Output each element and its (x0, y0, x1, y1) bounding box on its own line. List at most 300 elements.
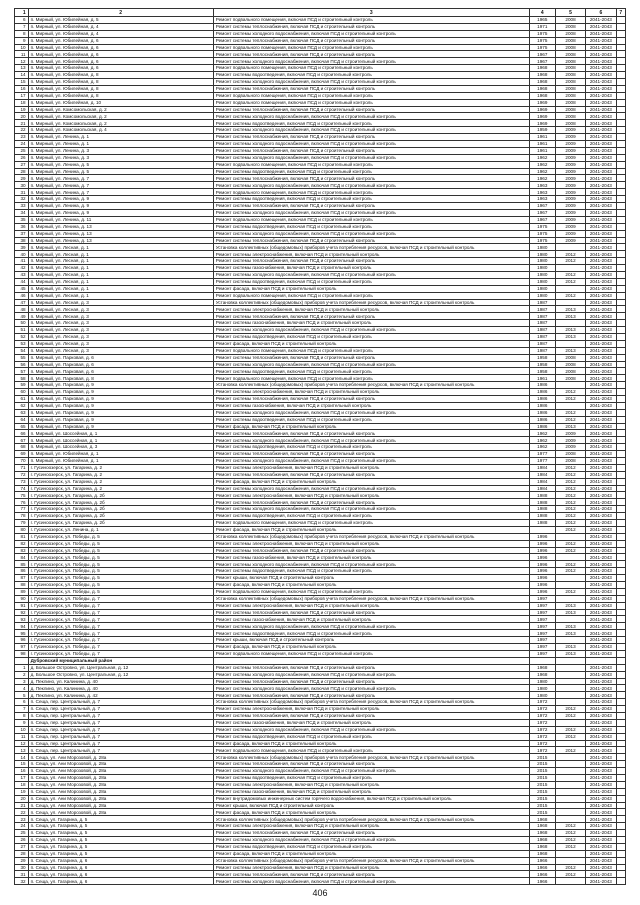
table-row (15, 602, 626, 609)
planned-period-cell: 2041-2043 (586, 685, 616, 692)
work-type-cell: Ремонт системы газоснабжения, включая ПСД и строительный контроль (213, 402, 529, 409)
address-cell: п. Мирный, ул. Юбилейная, д. 6 (28, 65, 213, 72)
note-cell (616, 726, 625, 733)
last-repair-cell: 2008 (555, 354, 585, 361)
address-cell: п. Сеща, ул. Гагарина, д. 6 (28, 871, 213, 878)
note-cell (616, 588, 625, 595)
year-built-cell: 1996 (529, 554, 555, 561)
note-cell (616, 244, 625, 251)
address-cell: г. Гусиноозерск, ул. Победы, д. 7 (28, 650, 213, 657)
row-number: 30 (15, 182, 29, 189)
work-type-cell: Ремонт подвального помещения, включая ПСД и строительный контроль (213, 99, 529, 106)
planned-period-cell: 2041-2043 (586, 79, 616, 86)
work-type-cell: Ремонт системы теплоснабжения, включая ПСД и строительный контроль (213, 692, 529, 699)
work-type-cell: Ремонт подвального помещения, включая ПСД и строительный контроль (213, 588, 529, 595)
year-built-cell: 1997 (529, 623, 555, 630)
work-type-cell: Ремонт крыши, включая ПСД и строительный контроль (213, 802, 529, 809)
year-built-cell: 1968 (529, 823, 555, 830)
year-built-cell: 1972 (529, 747, 555, 754)
row-number: 14 (15, 754, 29, 761)
year-built-cell: 1972 (529, 719, 555, 726)
planned-period-cell: 2041-2043 (586, 526, 616, 533)
last-repair-cell: 2013 (555, 306, 585, 313)
address-cell: г. Гусиноозерск, ул. Победы, д. 5 (28, 588, 213, 595)
table-row (15, 575, 626, 582)
address-cell: п. Сеща, пер. Центральный, д. 7 (28, 726, 213, 733)
work-type-cell: Ремонт системы теплоснабжения, включая ПСД и строительный контроль (213, 471, 529, 478)
table-row (15, 354, 626, 361)
year-built-cell: 2015 (529, 781, 555, 788)
work-type-cell: Установка коллективных (общедомовых) приборов учета потребления ресурсов, включая ПСД и строительный контроль (213, 699, 529, 706)
address-cell: п. Мирный, ул. Лесная, д. 3 (28, 347, 213, 354)
planned-period-cell: 2041-2043 (586, 823, 616, 830)
planned-period-cell: 2041-2043 (586, 609, 616, 616)
work-type-cell: Ремонт подвального помещения, включая ПСД и строительный контроль (213, 747, 529, 754)
work-type-cell: Ремонт системы электроснабжения, включая ПСД и строительный контроль (213, 602, 529, 609)
year-built-cell: 1997 (529, 650, 555, 657)
row-number: 55 (15, 354, 29, 361)
note-cell (616, 354, 625, 361)
last-repair-cell: 2012 (555, 836, 585, 843)
year-built-cell: 1975 (529, 44, 555, 51)
row-number: 75 (15, 492, 29, 499)
year-built-cell: 1986 (529, 382, 555, 389)
table-row (15, 761, 626, 768)
table-row (15, 51, 626, 58)
year-built-cell: 1996 (529, 547, 555, 554)
row-number: 66 (15, 430, 29, 437)
planned-period-cell: 2041-2043 (586, 540, 616, 547)
address-cell: п. Сеща, ул. Гагарина, д. 5 (28, 850, 213, 857)
work-type-cell: Ремонт подвального помещения, включая ПСД и строительный контроль (213, 292, 529, 299)
year-built-cell: 1968 (529, 79, 555, 86)
work-type-cell: Установка коллективных (общедомовых) приборов учета потребления ресурсов, включая ПСД и строительный контроль (213, 754, 529, 761)
row-number (15, 657, 29, 664)
work-type-cell: Ремонт фасада, включая ПСД и строительный контроль (213, 423, 529, 430)
planned-period-cell: 2041-2043 (586, 850, 616, 857)
table-row (15, 265, 626, 272)
address-cell: п. Мирный, ул. Юбилейная, д. 8 (28, 79, 213, 86)
table-row (15, 382, 626, 389)
last-repair-cell (555, 533, 585, 540)
row-number: 53 (15, 340, 29, 347)
address-cell: г. Гусиноозерск, ул. Победы, д. 7 (28, 595, 213, 602)
last-repair-cell: 2012 (555, 733, 585, 740)
address-cell: г. Гусиноозерск, ул. Победы, д. 5 (28, 568, 213, 575)
address-cell: п. Мирный, ул. Лесная, д. 3 (28, 320, 213, 327)
note-cell (616, 823, 625, 830)
planned-period-cell: 2041-2043 (586, 147, 616, 154)
year-built-cell: 2015 (529, 795, 555, 802)
last-repair-cell: 2013 (555, 650, 585, 657)
address-cell: г. Гусиноозерск, ул. Гагарина, д. 2б (28, 506, 213, 513)
address-cell: п. Мирный, ул. Ленина, д. 3 (28, 154, 213, 161)
note-cell (616, 251, 625, 258)
work-type-cell: Ремонт системы теплоснабжения, включая ПСД и строительный контроль (213, 37, 529, 44)
planned-period-cell: 2041-2043 (586, 816, 616, 823)
planned-period-cell: 2041-2043 (586, 92, 616, 99)
year-built-cell: 1984 (529, 464, 555, 471)
address-cell: п. Мирный, ул. Парковая, д. 9 (28, 389, 213, 396)
planned-period-cell: 2041-2043 (586, 230, 616, 237)
note-cell (616, 44, 625, 51)
work-type-cell: Ремонт системы электроснабжения, включая ПСД и строительный контроль (213, 306, 529, 313)
planned-period-cell: 2041-2043 (586, 113, 616, 120)
column-header: 5 (555, 9, 585, 17)
note-cell (616, 196, 625, 203)
table-row (15, 175, 626, 182)
work-type-cell: Ремонт фасада, включая ПСД и строительный контроль (213, 340, 529, 347)
address-cell: п. Мирный, ул. Юбилейная, д. 5 (28, 17, 213, 24)
table-row (15, 216, 626, 223)
work-type-cell: Ремонт системы водоотведения, включая ПСД и строительный контроль (213, 120, 529, 127)
work-type-cell: Установка коллективных (общедомовых) приборов учета потребления ресурсов, включая ПСД и строительный контроль (213, 382, 529, 389)
table-row (15, 17, 626, 24)
note-cell (616, 320, 625, 327)
year-built-cell: 1961 (529, 147, 555, 154)
planned-period-cell: 2041-2043 (586, 671, 616, 678)
work-type-cell: Ремонт системы электроснабжения, включая ПСД и строительный контроль (213, 706, 529, 713)
year-built-cell: 1972 (529, 706, 555, 713)
note-cell (616, 554, 625, 561)
table-row (15, 609, 626, 616)
work-type-cell: Ремонт системы теплоснабжения, включая ПСД и строительный контроль (213, 451, 529, 458)
last-repair-cell: 2008 (555, 79, 585, 86)
table-row (15, 464, 626, 471)
work-type-cell: Ремонт подвального помещения, включая ПСД и строительный контроль (213, 161, 529, 168)
address-cell: п. Сеща, ул. Гагарина, д. 6 (28, 857, 213, 864)
work-type-cell: Ремонт системы водоотведения, включая ПСД и строительный контроль (213, 630, 529, 637)
work-type-cell: Ремонт фасада, включая ПСД и строительный контроль (213, 850, 529, 857)
work-type-cell: Ремонт системы теплоснабжения, включая ПСД и строительный контроль (213, 761, 529, 768)
last-repair-cell: 2013 (555, 423, 585, 430)
table-row (15, 161, 626, 168)
row-number: 70 (15, 458, 29, 465)
year-built-cell: 1972 (529, 712, 555, 719)
last-repair-cell (555, 685, 585, 692)
table-row (15, 416, 626, 423)
work-type-cell: Ремонт фасада, включая ПСД и строительный контроль (213, 582, 529, 589)
address-cell: п. Сеща, пер. Центральный, д. 7 (28, 740, 213, 747)
note-cell (616, 168, 625, 175)
row-number: 11 (15, 51, 29, 58)
note-cell (616, 657, 625, 664)
table-row (15, 203, 626, 210)
planned-period-cell: 2041-2043 (586, 712, 616, 719)
last-repair-cell: 2009 (555, 230, 585, 237)
work-type-cell: Ремонт системы холодного водоснабжения, включая ПСД и строительный контроль (213, 726, 529, 733)
year-built-cell: 1958 (529, 354, 555, 361)
planned-period-cell: 2041-2043 (586, 134, 616, 141)
year-built-cell: 1997 (529, 595, 555, 602)
address-cell: п. Мирный, ул. Юбилейная, д. 6 (28, 37, 213, 44)
work-type-cell: Ремонт системы холодного водоснабжения, включая ПСД и строительный контроль (213, 361, 529, 368)
year-built-cell: 1975 (529, 30, 555, 37)
year-built-cell: 1996 (529, 561, 555, 568)
address-cell: п. Мирный, ул. Парковая, д. 6 (28, 354, 213, 361)
year-built-cell: 1961 (529, 134, 555, 141)
table-row (15, 637, 626, 644)
year-built-cell: 1986 (529, 402, 555, 409)
planned-period-cell: 2041-2043 (586, 568, 616, 575)
address-cell: п. Мирный, ул. Парковая, д. 6 (28, 368, 213, 375)
row-number: 79 (15, 520, 29, 527)
table-row (15, 30, 626, 37)
year-built-cell: 1962 (529, 161, 555, 168)
note-cell (616, 134, 625, 141)
planned-period-cell: 2041-2043 (586, 513, 616, 520)
work-type-cell: Ремонт крыши, включая ПСД и строительный контроль (213, 575, 529, 582)
document-sheet (14, 8, 626, 885)
table-row (15, 830, 626, 837)
address-cell: п. Сеща, ул. Ани Морозовой, д. 28а (28, 781, 213, 788)
year-built-cell: 1980 (529, 244, 555, 251)
table-row (15, 568, 626, 575)
last-repair-cell: 2012 (555, 395, 585, 402)
work-type-cell: Ремонт системы холодного водоснабжения, включая ПСД и строительный контроль (213, 209, 529, 216)
table-row (15, 843, 626, 850)
address-cell: п. Мирный, ул. Ленина, д. 9 (28, 209, 213, 216)
last-repair-cell (555, 265, 585, 272)
row-number: 68 (15, 444, 29, 451)
planned-period-cell: 2041-2043 (586, 175, 616, 182)
year-built-cell: 1986 (529, 416, 555, 423)
address-cell: п. Мирный, ул. Ленина, д. 9 (28, 203, 213, 210)
note-cell (616, 30, 625, 37)
note-cell (616, 58, 625, 65)
work-type-cell: Ремонт системы водоотведения, включая ПСД и строительный контроль (213, 72, 529, 79)
planned-period-cell: 2041-2043 (586, 699, 616, 706)
row-number: 90 (15, 595, 29, 602)
planned-period-cell: 2041-2043 (586, 278, 616, 285)
planned-period-cell: 2041-2043 (586, 644, 616, 651)
year-built-cell: 1977 (529, 458, 555, 465)
row-number: 28 (15, 168, 29, 175)
table-row (15, 850, 626, 857)
year-built-cell: 1969 (529, 120, 555, 127)
work-type-cell: Ремонт системы водоотведения, включая ПСД и строительный контроль (213, 774, 529, 781)
address-cell: п. Мирный, ул. Лесная, д. 1 (28, 251, 213, 258)
last-repair-cell: 2009 (555, 189, 585, 196)
last-repair-cell: 2013 (555, 602, 585, 609)
row-number: 15 (15, 761, 29, 768)
column-header: 4 (529, 9, 555, 17)
last-repair-cell (555, 657, 585, 664)
work-type-cell: Ремонт системы теплоснабжения, включая ПСД и строительный контроль (213, 85, 529, 92)
last-repair-cell (555, 299, 585, 306)
year-built-cell: 1962 (529, 437, 555, 444)
table-row (15, 664, 626, 671)
note-cell (616, 237, 625, 244)
address-cell: г. Гусиноозерск, ул. Ленина, д. 1 (28, 526, 213, 533)
note-cell (616, 602, 625, 609)
table-row (15, 458, 626, 465)
table-body (15, 17, 626, 885)
planned-period-cell: 2041-2043 (586, 485, 616, 492)
planned-period-cell: 2041-2043 (586, 37, 616, 44)
year-built-cell: 1997 (529, 637, 555, 644)
last-repair-cell: 2009 (555, 203, 585, 210)
row-number: 33 (15, 203, 29, 210)
work-type-cell: Ремонт подвального помещения, включая ПСД и строительный контроль (213, 65, 529, 72)
row-number: 18 (15, 781, 29, 788)
table-row (15, 471, 626, 478)
table-row (15, 347, 626, 354)
last-repair-cell: 2008 (555, 51, 585, 58)
note-cell (616, 423, 625, 430)
repair-schedule-table (14, 8, 626, 885)
row-number: 91 (15, 602, 29, 609)
last-repair-cell: 2008 (555, 361, 585, 368)
last-repair-cell (555, 671, 585, 678)
note-cell (616, 678, 625, 685)
note-cell (616, 451, 625, 458)
work-type-cell: Ремонт системы холодного водоснабжения, включая ПСД и строительный контроль (213, 230, 529, 237)
last-repair-cell (555, 781, 585, 788)
year-built-cell: 1968 (529, 850, 555, 857)
table-row (15, 333, 626, 340)
work-type-cell: Установка коллективных (общедомовых) приборов учета потребления ресурсов, включая ПСД и строительный контроль (213, 244, 529, 251)
table-row (15, 740, 626, 747)
last-repair-cell (555, 795, 585, 802)
year-built-cell: 1988 (529, 492, 555, 499)
row-number: 9 (15, 37, 29, 44)
address-cell: п. Мирный, ул. Юбилейная, д. 6 (28, 44, 213, 51)
last-repair-cell (555, 857, 585, 864)
note-cell (616, 582, 625, 589)
year-built-cell: 1986 (529, 409, 555, 416)
last-repair-cell: 2009 (555, 134, 585, 141)
work-type-cell: Ремонт системы холодного водоснабжения, включая ПСД и строительный контроль (213, 113, 529, 120)
year-built-cell: 1980 (529, 251, 555, 258)
planned-period-cell: 2041-2043 (586, 664, 616, 671)
address-cell: п. Мирный, ул. Ленина, д. 1 (28, 134, 213, 141)
note-cell (616, 17, 625, 24)
table-row (15, 554, 626, 561)
work-type-cell: Ремонт системы теплоснабжения, включая ПСД и строительный контроль (213, 354, 529, 361)
table-row (15, 154, 626, 161)
planned-period-cell: 2041-2043 (586, 154, 616, 161)
planned-period-cell: 2041-2043 (586, 809, 616, 816)
year-built-cell: 1975 (529, 237, 555, 244)
note-cell (616, 492, 625, 499)
planned-period-cell: 2041-2043 (586, 203, 616, 210)
work-type-cell: Ремонт системы теплоснабжения, включая ПСД и строительный контроль (213, 258, 529, 265)
address-cell: п. Мирный, ул. Юбилейная, д. 4 (28, 23, 213, 30)
note-cell (616, 154, 625, 161)
row-number: 76 (15, 499, 29, 506)
address-cell: г. Гусиноозерск, ул. Победы, д. 5 (28, 582, 213, 589)
table-row (15, 147, 626, 154)
row-number: 63 (15, 409, 29, 416)
note-cell (616, 182, 625, 189)
address-cell: п. Мирный, ул. Парковая, д. 9 (28, 416, 213, 423)
note-cell (616, 368, 625, 375)
work-type-cell: Ремонт системы теплоснабжения, включая ПСД и строительный контроль (213, 430, 529, 437)
row-number: 12 (15, 740, 29, 747)
table-row (15, 444, 626, 451)
address-cell: г. Гусиноозерск, ул. Победы, д. 7 (28, 637, 213, 644)
table-row (15, 650, 626, 657)
table-row (15, 781, 626, 788)
planned-period-cell: 2041-2043 (586, 72, 616, 79)
planned-period-cell: 2041-2043 (586, 58, 616, 65)
row-number: 21 (15, 802, 29, 809)
table-row (15, 774, 626, 781)
planned-period-cell: 2041-2043 (586, 747, 616, 754)
last-repair-cell: 2008 (555, 368, 585, 375)
work-type-cell: Ремонт системы холодного водоснабжения, включая ПСД и строительный контроль (213, 79, 529, 86)
table-row (15, 492, 626, 499)
last-repair-cell: 2008 (555, 451, 585, 458)
note-cell (616, 699, 625, 706)
work-type-cell: Ремонт системы холодного водоснабжения, включая ПСД и строительный контроль (213, 685, 529, 692)
year-built-cell: 1980 (529, 285, 555, 292)
row-number: 16 (15, 768, 29, 775)
table-row (15, 706, 626, 713)
year-built-cell: 1987 (529, 327, 555, 334)
year-built-cell: 1969 (529, 99, 555, 106)
planned-period-cell: 2041-2043 (586, 402, 616, 409)
table-row (15, 258, 626, 265)
work-type-cell: Установка коллективных (общедомовых) приборов учета потребления ресурсов, включая ПСД и строительный контроль (213, 857, 529, 864)
address-cell: г. Гусиноозерск, ул. Победы, д. 5 (28, 554, 213, 561)
planned-period-cell: 2041-2043 (586, 706, 616, 713)
address-cell: п. Мирный, ул. Лесная, д. 1 (28, 285, 213, 292)
note-cell (616, 478, 625, 485)
row-number: 74 (15, 485, 29, 492)
address-cell: п. Сеща, пер. Центральный, д. 7 (28, 733, 213, 740)
page-number: 406 (312, 888, 328, 898)
address-cell: п. Сеща, ул. Гагарина, д. 5 (28, 823, 213, 830)
last-repair-cell (555, 754, 585, 761)
work-type-cell: Ремонт системы газоснабжения, включая ПСД и строительный контроль (213, 788, 529, 795)
note-cell (616, 506, 625, 513)
note-cell (616, 437, 625, 444)
planned-period-cell: 2041-2043 (586, 416, 616, 423)
address-cell: п. Сеща, ул. Ани Морозовой, д. 28а (28, 774, 213, 781)
note-cell (616, 526, 625, 533)
planned-period-cell: 2041-2043 (586, 623, 616, 630)
planned-period-cell: 2041-2043 (586, 678, 616, 685)
table-row (15, 389, 626, 396)
planned-period-cell: 2041-2043 (586, 836, 616, 843)
year-built-cell: 2015 (529, 761, 555, 768)
last-repair-cell (555, 320, 585, 327)
work-type-cell: Ремонт системы теплоснабжения, включая ПСД и строительный контроль (213, 547, 529, 554)
note-cell (616, 499, 625, 506)
year-built-cell: 1963 (529, 189, 555, 196)
work-type-cell: Установка коллективных (общедомовых) приборов учета потребления ресурсов, включая ПСД и строительный контроль (213, 299, 529, 306)
work-type-cell: Ремонт системы газоснабжения, включая ПСД и строительный контроль (213, 554, 529, 561)
table-row (15, 692, 626, 699)
table-row (15, 616, 626, 623)
row-number: 35 (15, 216, 29, 223)
note-cell (616, 147, 625, 154)
year-built-cell: 1997 (529, 644, 555, 651)
planned-period-cell: 2041-2043 (586, 554, 616, 561)
last-repair-cell: 2009 (555, 444, 585, 451)
work-type-cell: Ремонт системы электроснабжения, включая ПСД и строительный контроль (213, 823, 529, 830)
table-row (15, 23, 626, 30)
address-cell: д. Большое Островно, ул. Центральная, д. 12 (28, 664, 213, 671)
year-built-cell: 1980 (529, 292, 555, 299)
year-built-cell: 1972 (529, 726, 555, 733)
note-cell (616, 458, 625, 465)
work-type-cell: Ремонт системы холодного водоснабжения, включая ПСД и строительный контроль (213, 154, 529, 161)
table-row (15, 134, 626, 141)
year-built-cell: 1972 (529, 733, 555, 740)
